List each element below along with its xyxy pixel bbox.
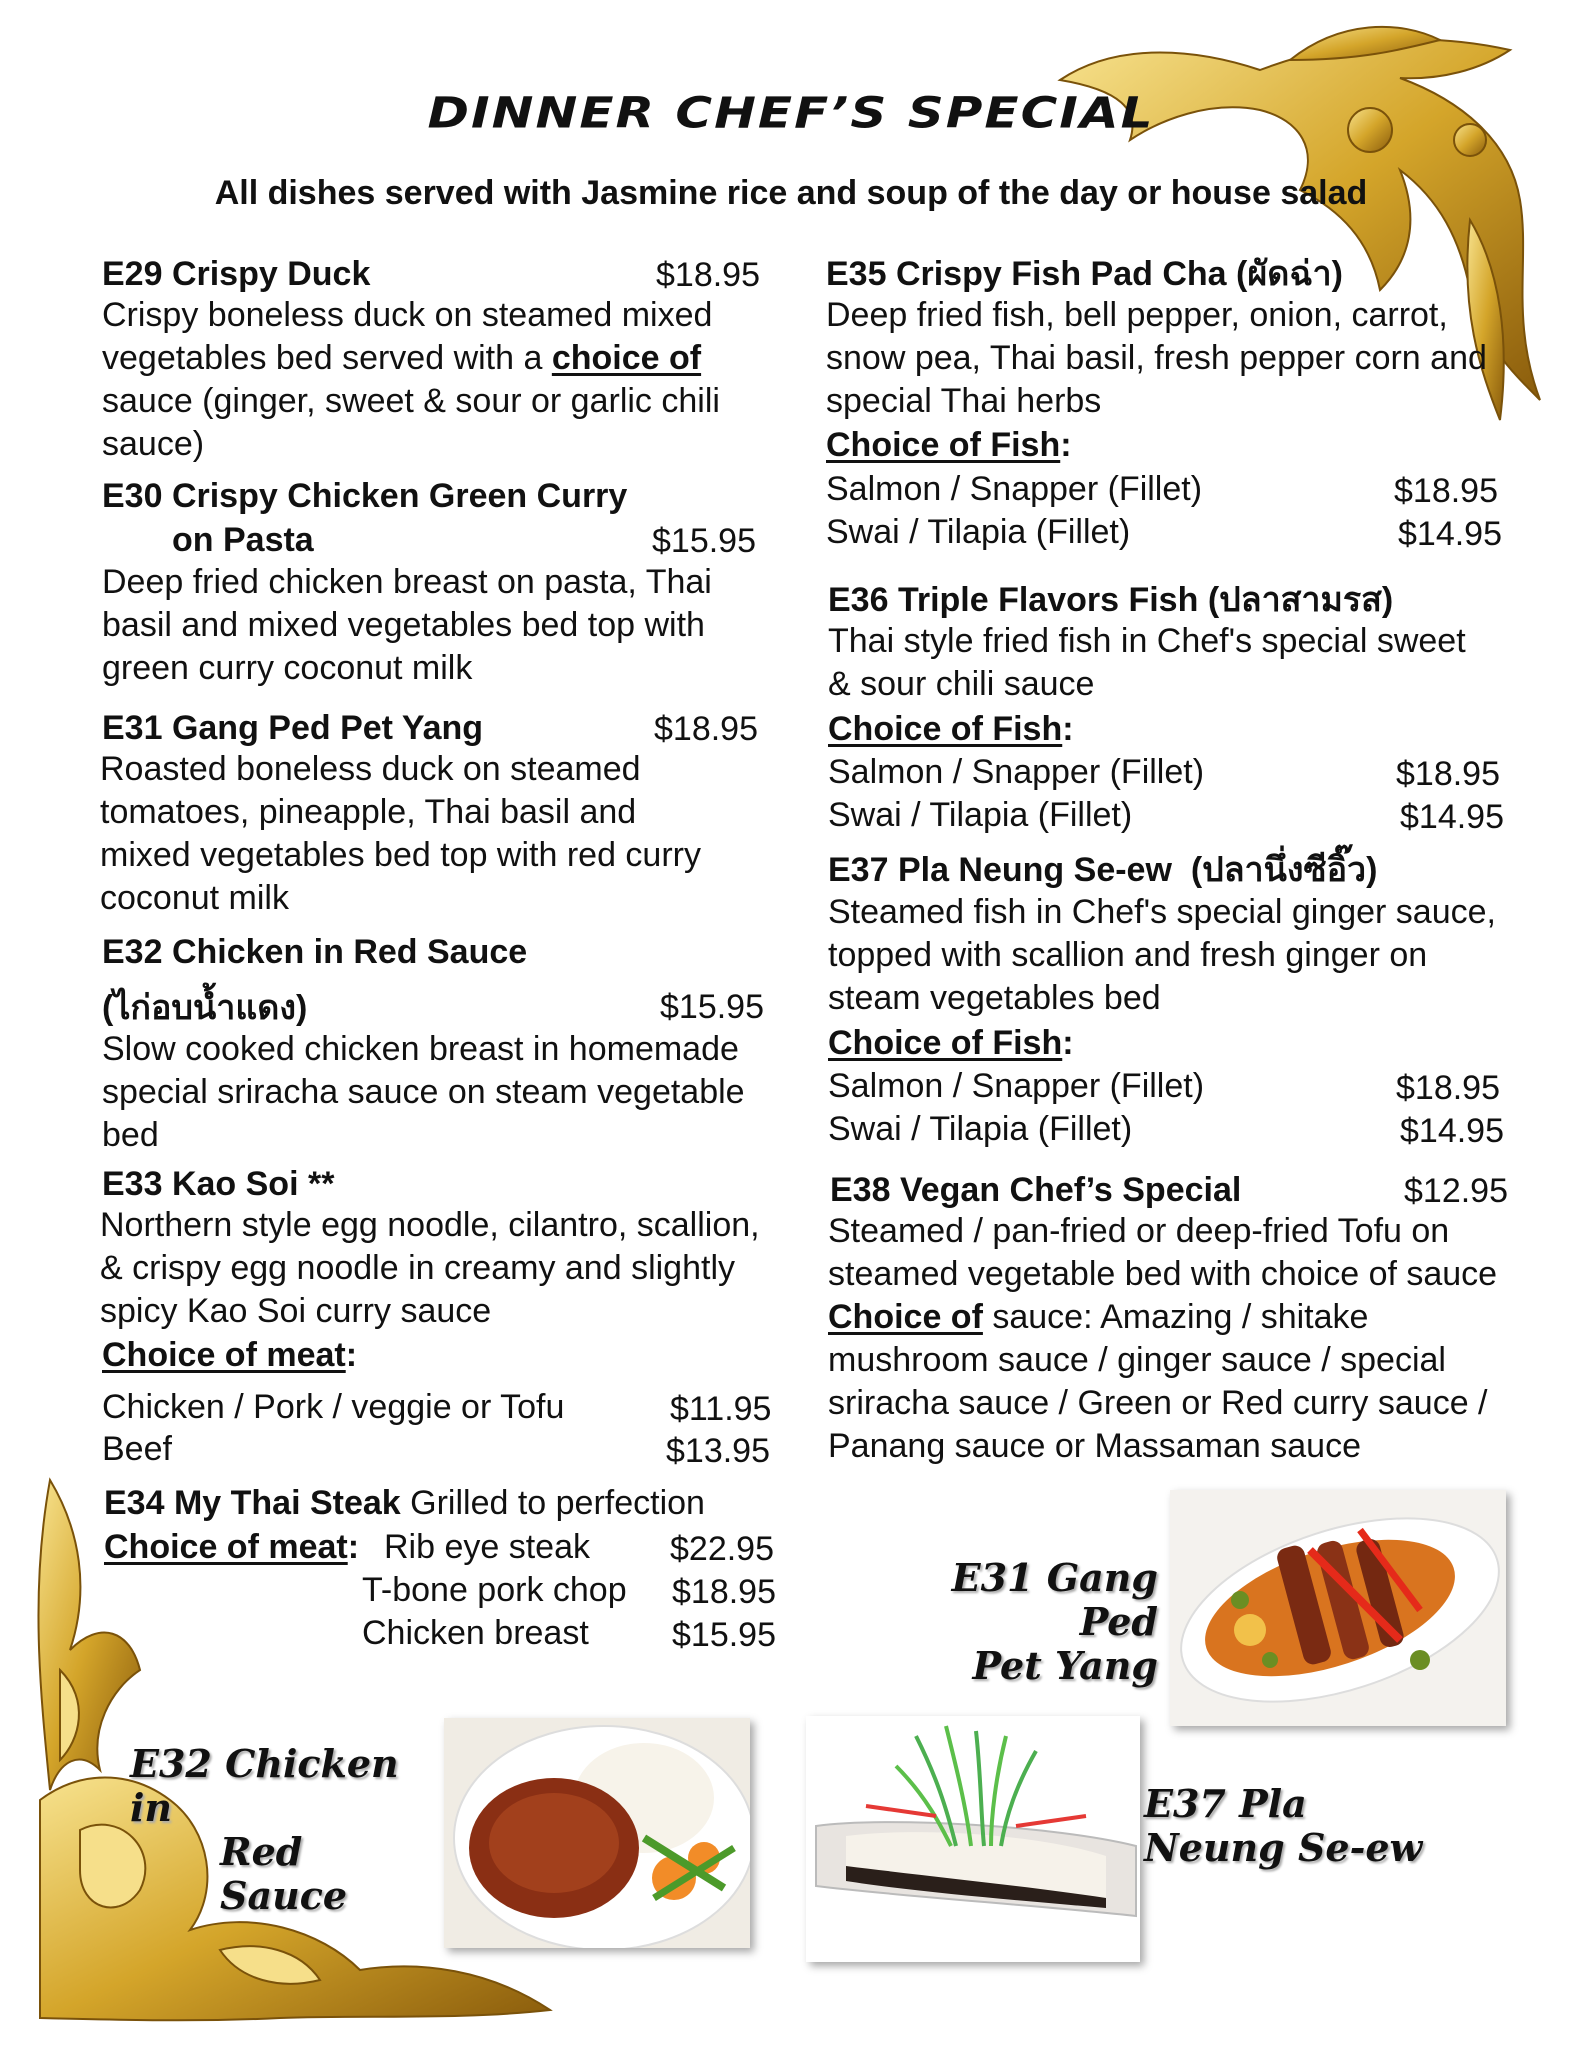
item-e36-option-1-price: $18.95 [1396, 755, 1500, 793]
item-e35-desc: Deep fried fish, bell pepper, onion, carrot, snow pea, Thai basil, fresh pepper corn and special Thai herbs [826, 296, 1487, 420]
item-e37-option-1-price: $18.95 [1396, 1069, 1500, 1107]
item-e34-choice: Choice of meat: [104, 1528, 360, 1566]
item-e35-option-2-price: $14.95 [1398, 515, 1502, 553]
item-e32-name: E32 Chicken in Red Sauce [102, 933, 528, 971]
item-e30-desc: Deep fried chicken breast on pasta, Thai basil and mixed vegetables bed top with green curry coconut milk [102, 563, 712, 687]
page-subtitle: All dishes served with Jasmine rice and soup of the day or house salad [214, 174, 1368, 212]
item-e29-desc: Crispy boneless duck on steamed mixed vegetables bed served with a choice of sauce (ginger, sweet & sour or garlic chili sauce) [102, 296, 720, 463]
photo-e32-chicken [444, 1718, 750, 1948]
item-e35-option-1-price: $18.95 [1394, 472, 1498, 510]
item-e35-option-2-label: Swai / Tilapia (Fillet) [826, 513, 1131, 551]
item-e33-choice: Choice of meat: [102, 1336, 358, 1374]
item-e32-price: $15.95 [660, 988, 764, 1026]
item-e33-option-2-price: $13.95 [666, 1432, 770, 1470]
item-e34-option-1-label: Rib eye steak [384, 1528, 590, 1566]
item-e37-option-1-label: Salmon / Snapper (Fillet) [828, 1067, 1205, 1105]
item-e38-name: E38 Vegan Chef’s Special [830, 1171, 1242, 1209]
item-e36-desc: Thai style fried fish in Chef's special sweet & sour chili sauce [828, 622, 1466, 703]
item-e32-desc: Slow cooked chicken breast in homemade special sriracha sauce on steam vegetable bed [102, 1030, 745, 1154]
caption-e37: E37 Pla Neung Se-ew [1144, 1781, 1423, 1870]
item-e33-name: E33 Kao Soi ** [102, 1165, 335, 1203]
item-e37-option-2-price: $14.95 [1400, 1112, 1504, 1150]
page-title: DINNER CHEF’S SPECIAL [427, 88, 1155, 138]
item-e33-option-1-label: Chicken / Pork / veggie or Tofu [102, 1388, 565, 1426]
item-e32-thai: (ไก่อบน้ำแดง) [102, 989, 308, 1027]
item-e37-desc: Steamed fish in Chef's special ginger sauce, topped with scallion and fresh ginger on steam vegetables bed [828, 893, 1496, 1017]
item-e30-price: $15.95 [652, 522, 756, 560]
item-e36-option-2-price: $14.95 [1400, 798, 1504, 836]
item-e38-desc: Steamed / pan-fried or deep-fried Tofu on steamed vegetable bed with choice of sauce Choice of sauce: Amazing / shitake mushroom sauce / ginger sauce / special sriracha sauce / Green or Red curry sauce / Panang sauce or Massaman sauce [828, 1212, 1498, 1465]
item-e35-name: E35 Crispy Fish Pad Cha (ผัดฉ่า) [826, 255, 1343, 293]
item-e33-option-2-label: Beef [102, 1430, 172, 1468]
item-e37-option-2-label: Swai / Tilapia (Fillet) [828, 1110, 1133, 1148]
item-e33-option-1-price: $11.95 [670, 1390, 772, 1428]
item-e36-choice: Choice of Fish: [828, 710, 1074, 748]
caption-e32: E32 Chicken in Red Sauce [130, 1741, 399, 1918]
item-e31-desc: Roasted boneless duck on steamed tomatoes, pineapple, Thai basil and mixed vegetables bed top with red curry coconut milk [100, 750, 701, 917]
item-e36-option-2-label: Swai / Tilapia (Fillet) [828, 796, 1133, 834]
item-e30-name-line2: on Pasta [172, 521, 314, 559]
item-e36-option-1-label: Salmon / Snapper (Fillet) [828, 753, 1205, 791]
item-e34-option-2-label: T-bone pork chop [362, 1571, 627, 1609]
item-e34-name: E34 My Thai Steak Grilled to perfection [104, 1484, 705, 1522]
item-e35-choice: Choice of Fish: [826, 426, 1072, 464]
item-e37-name: E37 Pla Neung Se-ew (ปลานึ่งซีอิ๊ว) [828, 851, 1378, 889]
photo-e31-curry [1170, 1490, 1506, 1726]
item-e34-option-3-label: Chicken breast [362, 1614, 589, 1652]
item-e30-name: E30 Crispy Chicken Green Curry [102, 477, 628, 515]
item-e33-desc: Northern style egg noodle, cilantro, scallion, & crispy egg noodle in creamy and slightly spicy Kao Soi curry sauce [100, 1206, 760, 1330]
item-e35-option-1-label: Salmon / Snapper (Fillet) [826, 470, 1203, 508]
item-e31-price: $18.95 [654, 710, 758, 748]
item-e29-price: $18.95 [656, 256, 760, 294]
item-e34-option-2-price: $18.95 [672, 1573, 776, 1611]
photo-e37-fish [806, 1716, 1140, 1962]
item-e29-name: E29 Crispy Duck [102, 255, 371, 293]
item-e36-name: E36 Triple Flavors Fish (ปลาสามรส) [828, 581, 1394, 619]
item-e31-name: E31 Gang Ped Pet Yang [102, 709, 484, 747]
item-e37-choice: Choice of Fish: [828, 1024, 1074, 1062]
caption-e31: E31 Gang Ped Pet Yang [951, 1555, 1158, 1688]
item-e34-option-1-price: $22.95 [670, 1530, 774, 1568]
item-e38-price: $12.95 [1404, 1172, 1508, 1210]
item-e34-option-3-price: $15.95 [672, 1616, 776, 1654]
